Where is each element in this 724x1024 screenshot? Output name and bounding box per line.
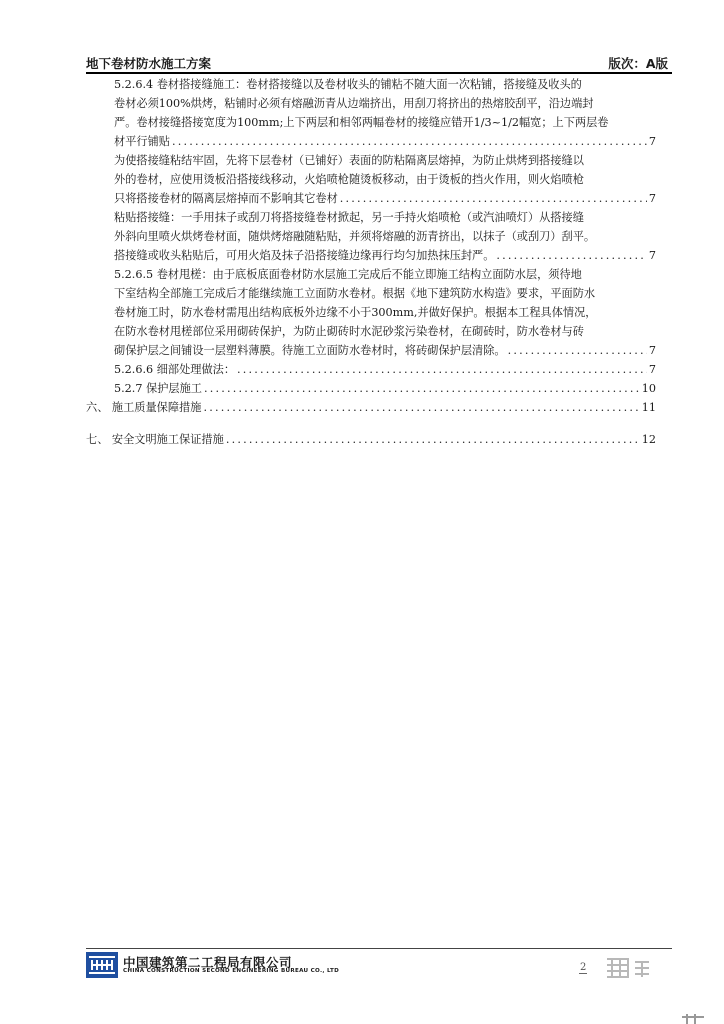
- toc-entry-page: 11: [641, 401, 656, 414]
- toc-text-line[interactable]: 外的卷材，应使用烫板沿搭接线移动，火焰喷枪随烫板移动，由于烫板的挡火作用，则火焰喷枪: [114, 173, 584, 186]
- document-version: 版次：A版: [608, 56, 668, 71]
- toc-text-line[interactable]: 5.2.6.5 卷材甩槎：由于底板底面卷材防水层施工完成后不能立即施工结构立面防水层，须待地: [114, 268, 582, 281]
- toc-entry[interactable]: [114, 249, 656, 263]
- toc-entry-page: 10: [641, 382, 656, 395]
- toc-dot-leader: [226, 433, 640, 447]
- toc-entry[interactable]: [114, 192, 656, 206]
- toc-entry-page: 7: [648, 344, 656, 357]
- toc-entry-label: 砌保护层之间铺设一层塑料薄膜。待施工立面防水卷材时，将砖砌保护层清除。: [114, 344, 506, 357]
- toc-entry-label: 六、 施工质量保障措施: [86, 401, 202, 414]
- footer-bars-decoration-icon: [605, 956, 651, 982]
- toc-entry-page: 7: [648, 249, 656, 262]
- toc-entry[interactable]: [114, 135, 656, 149]
- corner-mark-icon: [682, 1014, 704, 1024]
- toc-text-line[interactable]: 卷材必须100%烘烤，粘铺时必须有熔融沥青从边端挤出，用刮刀将挤出的热熔胶刮平，沿边端封: [114, 97, 594, 110]
- toc-entry-page: 7: [648, 192, 656, 205]
- toc-dot-leader: [172, 135, 647, 149]
- toc-entry-label: 七、 安全文明施工保证措施: [86, 433, 224, 446]
- toc-entry-label: 材平行铺贴: [114, 135, 170, 148]
- toc-text-line[interactable]: 粘贴搭接缝：一手用抹子或刮刀将搭接缝卷材掀起，另一手持火焰喷枪（或汽油喷灯）从搭接缝: [114, 211, 584, 224]
- toc-dot-leader: [203, 401, 639, 415]
- toc-entry[interactable]: [114, 344, 656, 358]
- toc-entry[interactable]: [114, 363, 656, 377]
- toc-entry[interactable]: [86, 401, 656, 415]
- toc-dot-leader: [340, 192, 647, 206]
- company-name-cn: 中国建筑第二工程局有限公司: [123, 955, 293, 970]
- toc-dot-leader: [237, 363, 647, 377]
- footer-divider: [86, 948, 672, 949]
- toc-text-line[interactable]: 严。卷材接缝搭接宽度为100mm;上下两层和相邻两幅卷材的接缝应错开1/3~1/2幅宽；上下两层卷: [114, 116, 609, 129]
- toc-entry-page: 7: [648, 135, 656, 148]
- toc-dot-leader: [508, 344, 647, 358]
- page-header: [86, 52, 672, 74]
- toc-text-line[interactable]: 为使搭接缝粘结牢固，先将下层卷材（已铺好）表面的防粘隔离层熔掉，为防止烘烤到搭接缝以: [114, 154, 584, 167]
- toc-text-line[interactable]: 5.2.6.4 卷材搭接缝施工：卷材搭接缝以及卷材收头的铺粘不随大面一次粘铺，搭接缝及收头的: [114, 78, 582, 91]
- page-number: 2: [580, 962, 587, 973]
- document-title: 地下卷材防水施工方案: [86, 56, 212, 71]
- toc-dot-leader: [496, 249, 646, 263]
- toc-text-line[interactable]: 卷材施工时，防水卷材需甩出结构底板外边缘不小于300mm,并做好保护。根据本工程具体情况，: [114, 306, 597, 319]
- toc-text-line[interactable]: 下室结构全部施工完成后才能继续施工立面防水卷材。根据《地下建筑防水构造》要求，平面防水: [114, 287, 596, 300]
- toc-entry-label: 5.2.6.6 细部处理做法：: [114, 363, 236, 376]
- company-name-en: CHINA CONSTRUCTION SECOND ENGINEERING BUREAU CO., LTD: [123, 968, 340, 974]
- toc-entry[interactable]: [114, 382, 656, 396]
- toc-text-line[interactable]: 在防水卷材甩槎部位采用砌砖保护，为防止砌砖时水泥砂浆污染卷材，在砌砖时，防水卷材与砖: [114, 325, 584, 338]
- toc-entry[interactable]: [86, 433, 656, 447]
- toc-entry-label: 只将搭接卷材的隔离层熔掉而不影响其它卷材: [114, 192, 338, 205]
- toc-entry-page: 12: [641, 433, 656, 446]
- toc-entry-label: 搭接缝或收头粘贴后，可用火焰及抹子沿搭接缝边缘再行均匀加热抹压封严。: [114, 249, 495, 262]
- toc-entry-page: 7: [648, 363, 656, 376]
- toc-text-line[interactable]: 外斜向里喷火烘烤卷材面，随烘烤熔融随粘贴，并须将熔融的沥青挤出，以抹子（或刮刀）刮平。: [114, 230, 596, 243]
- company-logo-icon: [86, 952, 118, 978]
- toc-dot-leader: [204, 382, 640, 396]
- toc-entry-label: 5.2.7 保护层施工: [114, 382, 202, 395]
